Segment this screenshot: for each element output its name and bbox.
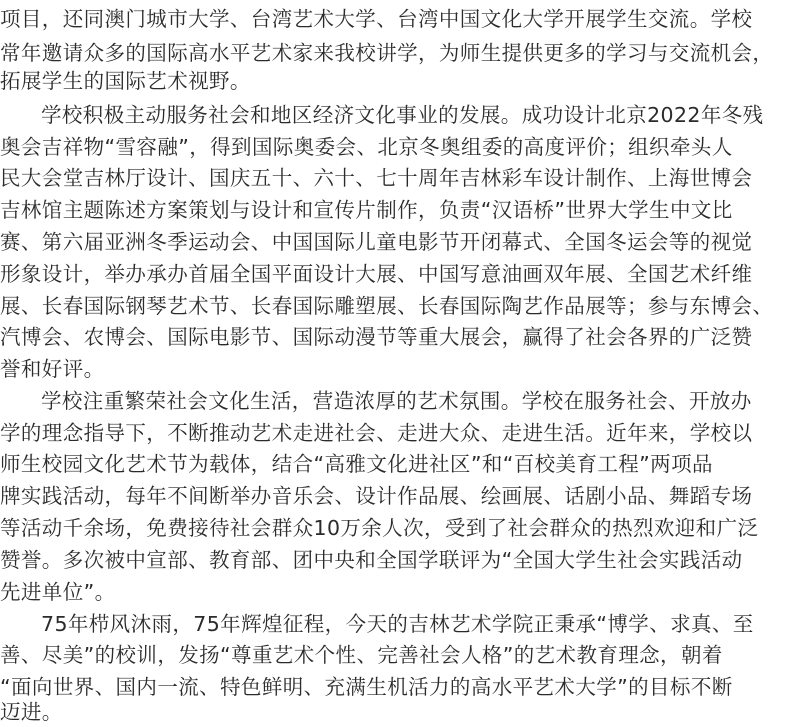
text-line: 形象设计，举办承办首届全国平面设计大展、中国写意油画双年展、全国艺术纤维: [0, 262, 753, 286]
text-line: 拓展学生的国际艺术视野。: [0, 69, 251, 93]
text-line: 师生校园文化艺术节为载体，结合“高雅文化进社区”和“百校美育工程”两项品: [0, 452, 713, 476]
text-line: 学校积极主动服务社会和地区经济文化事业的发展。成功设计北京2022年冬残: [41, 103, 764, 127]
text-line: 等活动千余场，免费接待社会群众10万余人次，受到了社会群众的热烈欢迎和广泛: [0, 516, 759, 540]
text-line: 75年栉风沐雨，75年辉煌征程，今天的吉林艺术学院正秉承“博学、求真、至: [41, 612, 754, 636]
text-line: 汽博会、农博会、国际电影节、国际动漫节等重大展会，赢得了社会各界的广泛赞: [0, 325, 753, 349]
text-line: 吉林馆主题陈述方案策划与设计和宣传片制作，负责“汉语桥”世界大学生中文比: [0, 198, 733, 222]
text-line: “面向世界、国内一流、特色鲜明、充满生机活力的高水平艺术大学”的目标不断: [0, 675, 733, 699]
text-line: 赞誉。多次被中宣部、教育部、团中央和全国学联评为“全国大学生社会实践活动: [0, 548, 743, 572]
text-line: 展、长春国际钢琴艺术节、长春国际雕塑展、长春国际陶艺作品展等；参与东博会、: [0, 294, 774, 318]
text-line: 迈进。: [0, 700, 63, 724]
text-line: 项目，还同澳门城市大学、台湾艺术大学、台湾中国文化大学开展学生交流。学校: [0, 7, 753, 31]
text-line: 善、尽美”的校训，发扬“尊重艺术个性、完善社会人格”的艺术教育理念，朝着: [0, 643, 723, 667]
text-line: 学校注重繁荣社会文化生活，营造浓厚的艺术氛围。学校在服务社会、开放办: [41, 389, 752, 413]
text-line: 先进单位”。: [0, 580, 116, 604]
text-line: 赛、第六届亚洲冬季运动会、中国国际儿童电影节开闭幕式、全国冬运会等的视觉: [0, 230, 753, 254]
text-line: 奥会吉祥物“雪容融”，得到国际奥委会、北京冬奥组委的高度评价；组织牵头人: [0, 135, 733, 159]
text-line: 民大会堂吉林厅设计、国庆五十、六十、七十周年吉林彩车设计制作、上海世博会: [0, 166, 753, 190]
text-line: 誉和好评。: [0, 357, 105, 381]
text-line: 学的理念指导下，不断推动艺术走进社会、走进大众、走进生活。近年来，学校以: [0, 421, 753, 445]
text-line: 牌实践活动，每年不间断举办音乐会、设计作品展、绘画展、话剧小品、舞蹈专场: [0, 484, 753, 508]
text-line: 常年邀请众多的国际高水平艺术家来我校讲学，为师生提供更多的学习与交流机会，: [0, 41, 774, 65]
